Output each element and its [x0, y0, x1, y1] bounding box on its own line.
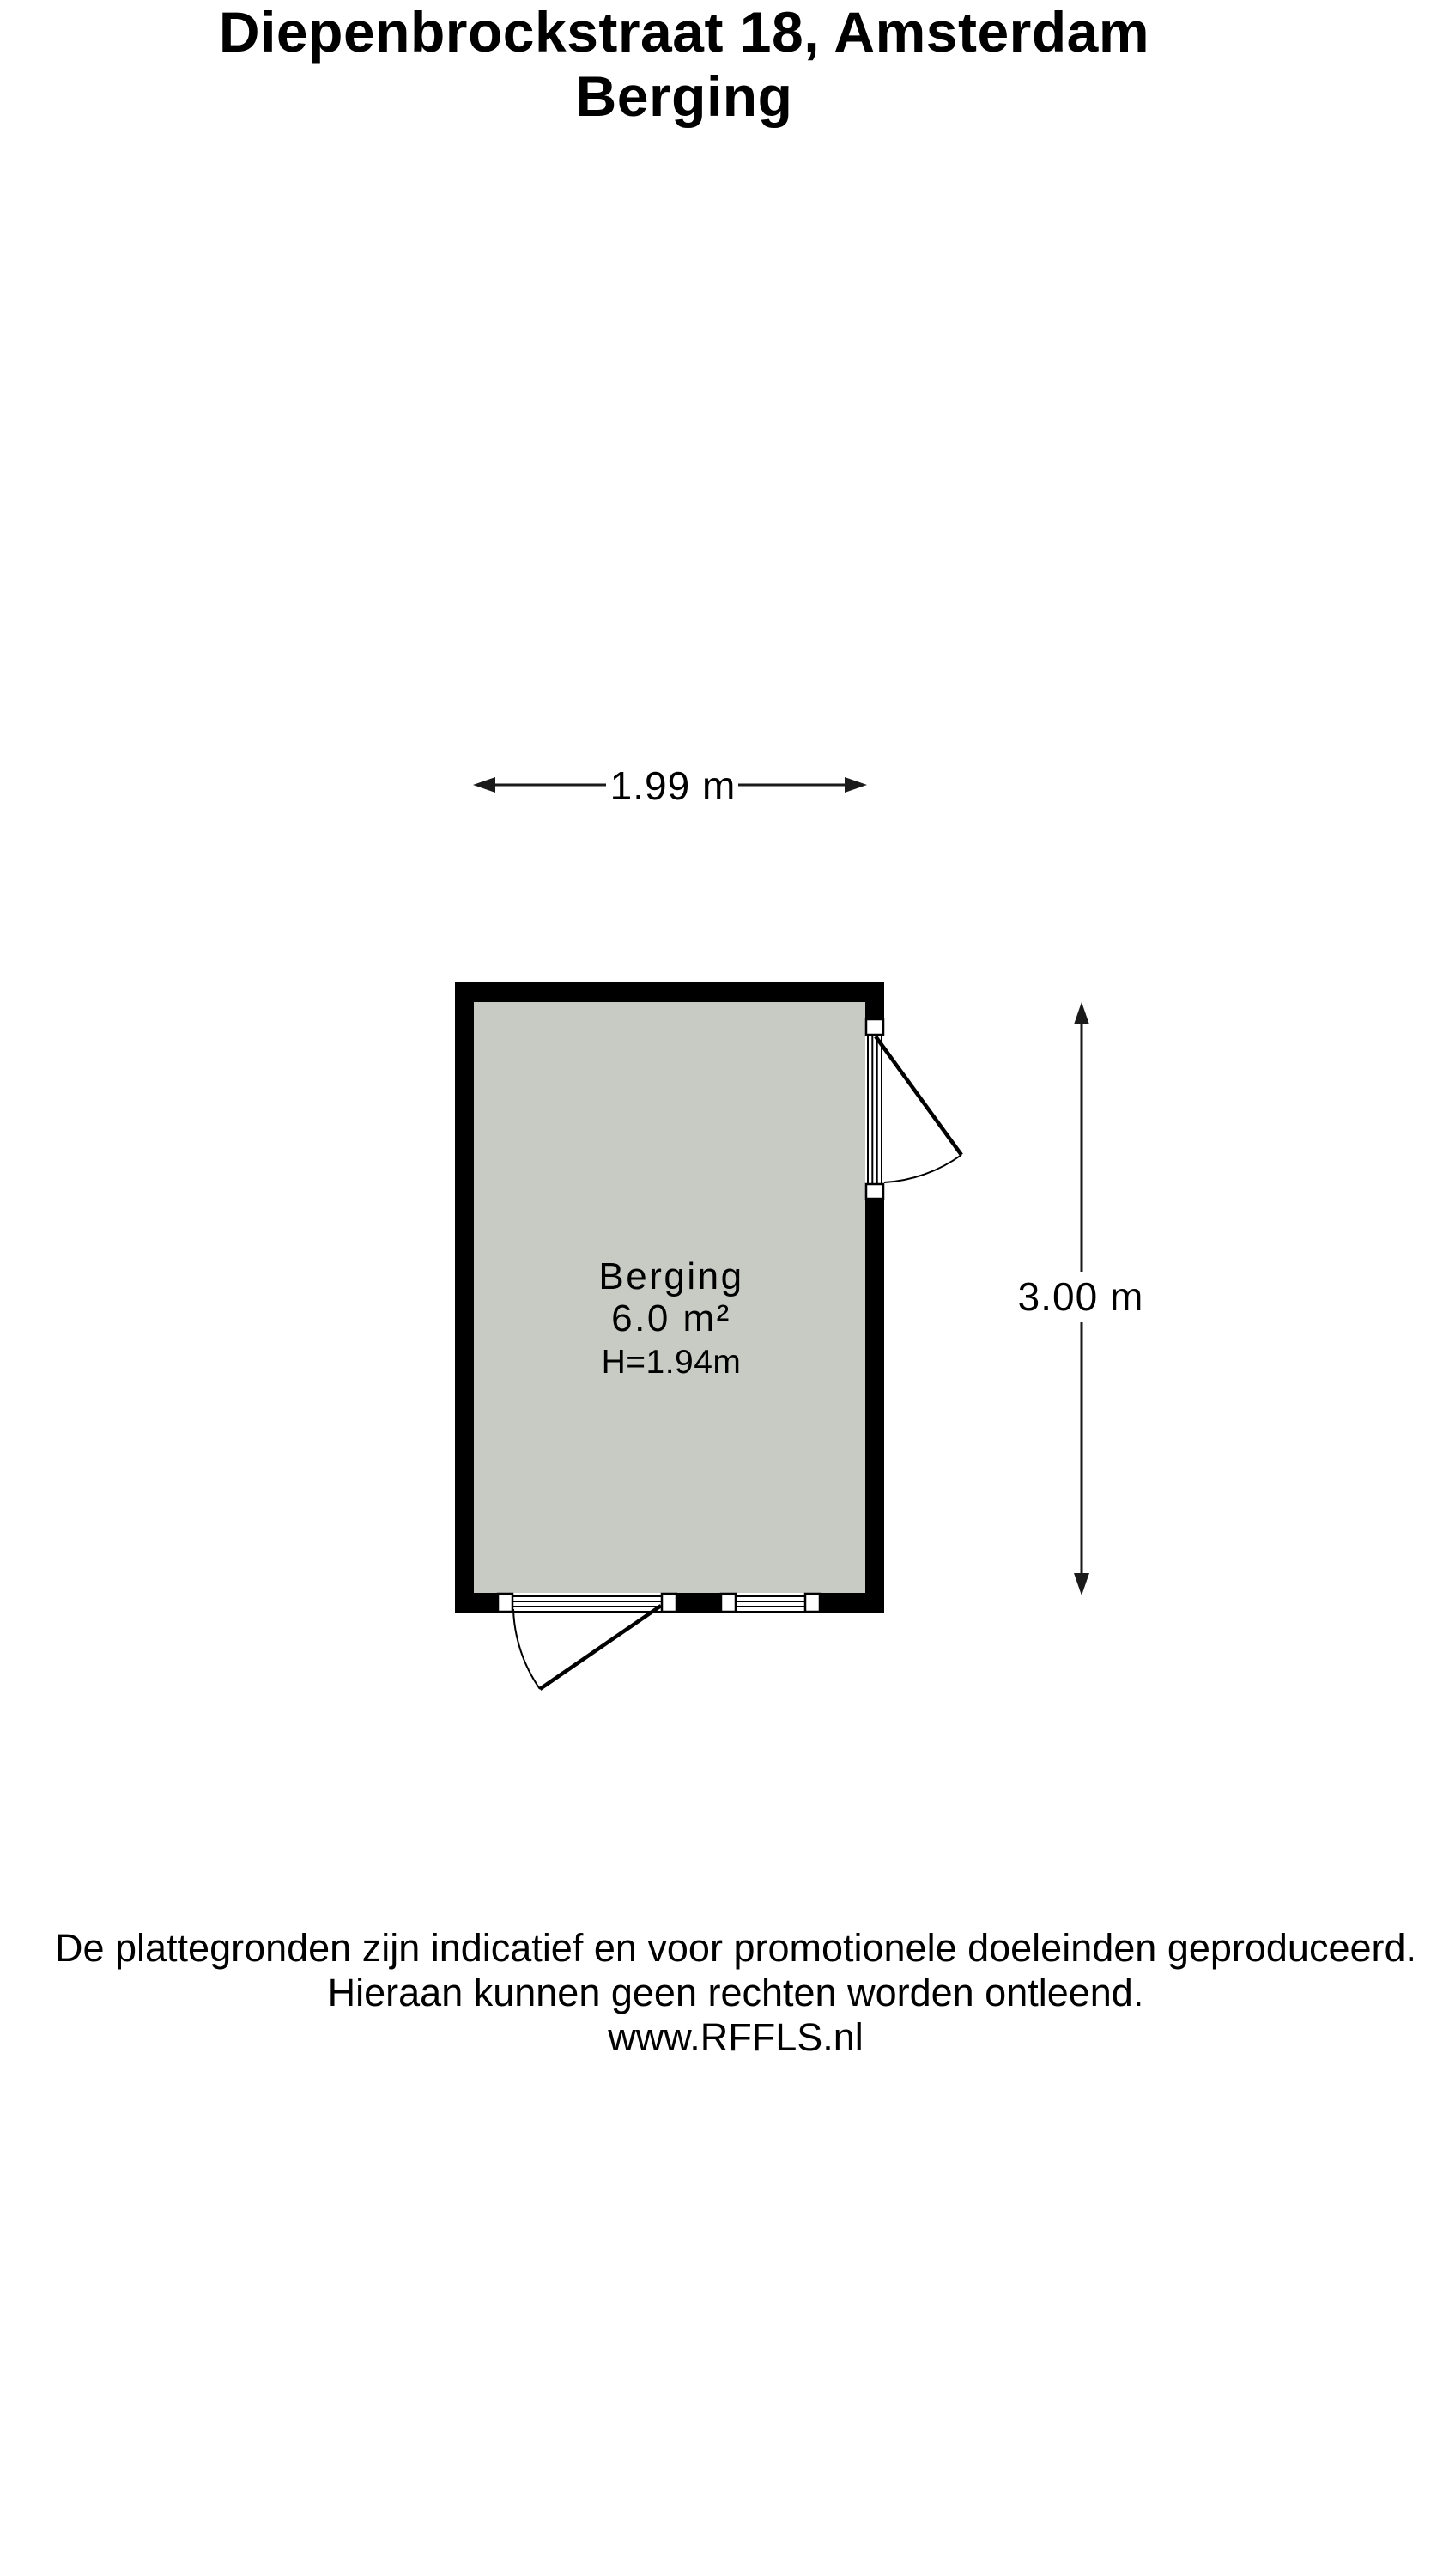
width-dimension-label: 1.99 m: [609, 763, 737, 808]
door-jamb: [805, 1594, 820, 1612]
bottom-door-swing-leaf: [540, 1606, 661, 1689]
wall-bottom-left-segment: [455, 1593, 498, 1613]
bottom-door-swing-arc: [513, 1609, 540, 1689]
plan-title-floor: Berging: [575, 64, 793, 128]
disclaimer: [22, 1926, 1449, 2060]
wall-right-lower-segment: [865, 1199, 884, 1613]
bottom-door-panel: [512, 1593, 662, 1613]
door-jamb: [866, 1184, 883, 1199]
arrow-head-up: [1074, 1002, 1089, 1024]
disclaimer-line-2: Hieraan kunnen geen rechten worden ontleend.: [327, 1971, 1144, 2014]
right-door-swing-arc: [884, 1155, 961, 1182]
disclaimer-website: www.RFFLS.nl: [608, 2015, 864, 2059]
room-label: [500, 1255, 843, 1385]
wall-bottom-middle-segment: [676, 1593, 721, 1613]
door-jamb: [866, 1019, 883, 1035]
bottom-window: [736, 1593, 805, 1613]
arrow-head-down: [1074, 1573, 1089, 1595]
arrow-head-right: [845, 777, 867, 793]
wall-left: [455, 982, 474, 1613]
room-name: Berging: [598, 1255, 744, 1297]
plan-title-address: Diepenbrockstraat 18, Amsterdam: [218, 0, 1150, 64]
door-jamb: [662, 1594, 676, 1612]
door-jamb: [721, 1594, 736, 1612]
height-dimension-label: 3.00 m: [1017, 1274, 1144, 1319]
wall-bottom-right-segment: [820, 1593, 884, 1613]
plan-title: [0, 0, 1368, 129]
arrow-head-left: [473, 777, 495, 793]
room-ceiling-height: H=1.94m: [601, 1344, 742, 1381]
wall-top: [455, 982, 884, 1002]
wall-right-upper-segment: [865, 982, 884, 1019]
right-door-panel: [865, 1035, 884, 1184]
door-jamb: [498, 1594, 512, 1612]
room-area: 6.0 m²: [611, 1297, 731, 1340]
right-door-swing-leaf: [876, 1036, 961, 1155]
disclaimer-line-1: De plattegronden zijn indicatief en voor promotionele doeleinden geproduceerd.: [54, 1926, 1417, 1970]
